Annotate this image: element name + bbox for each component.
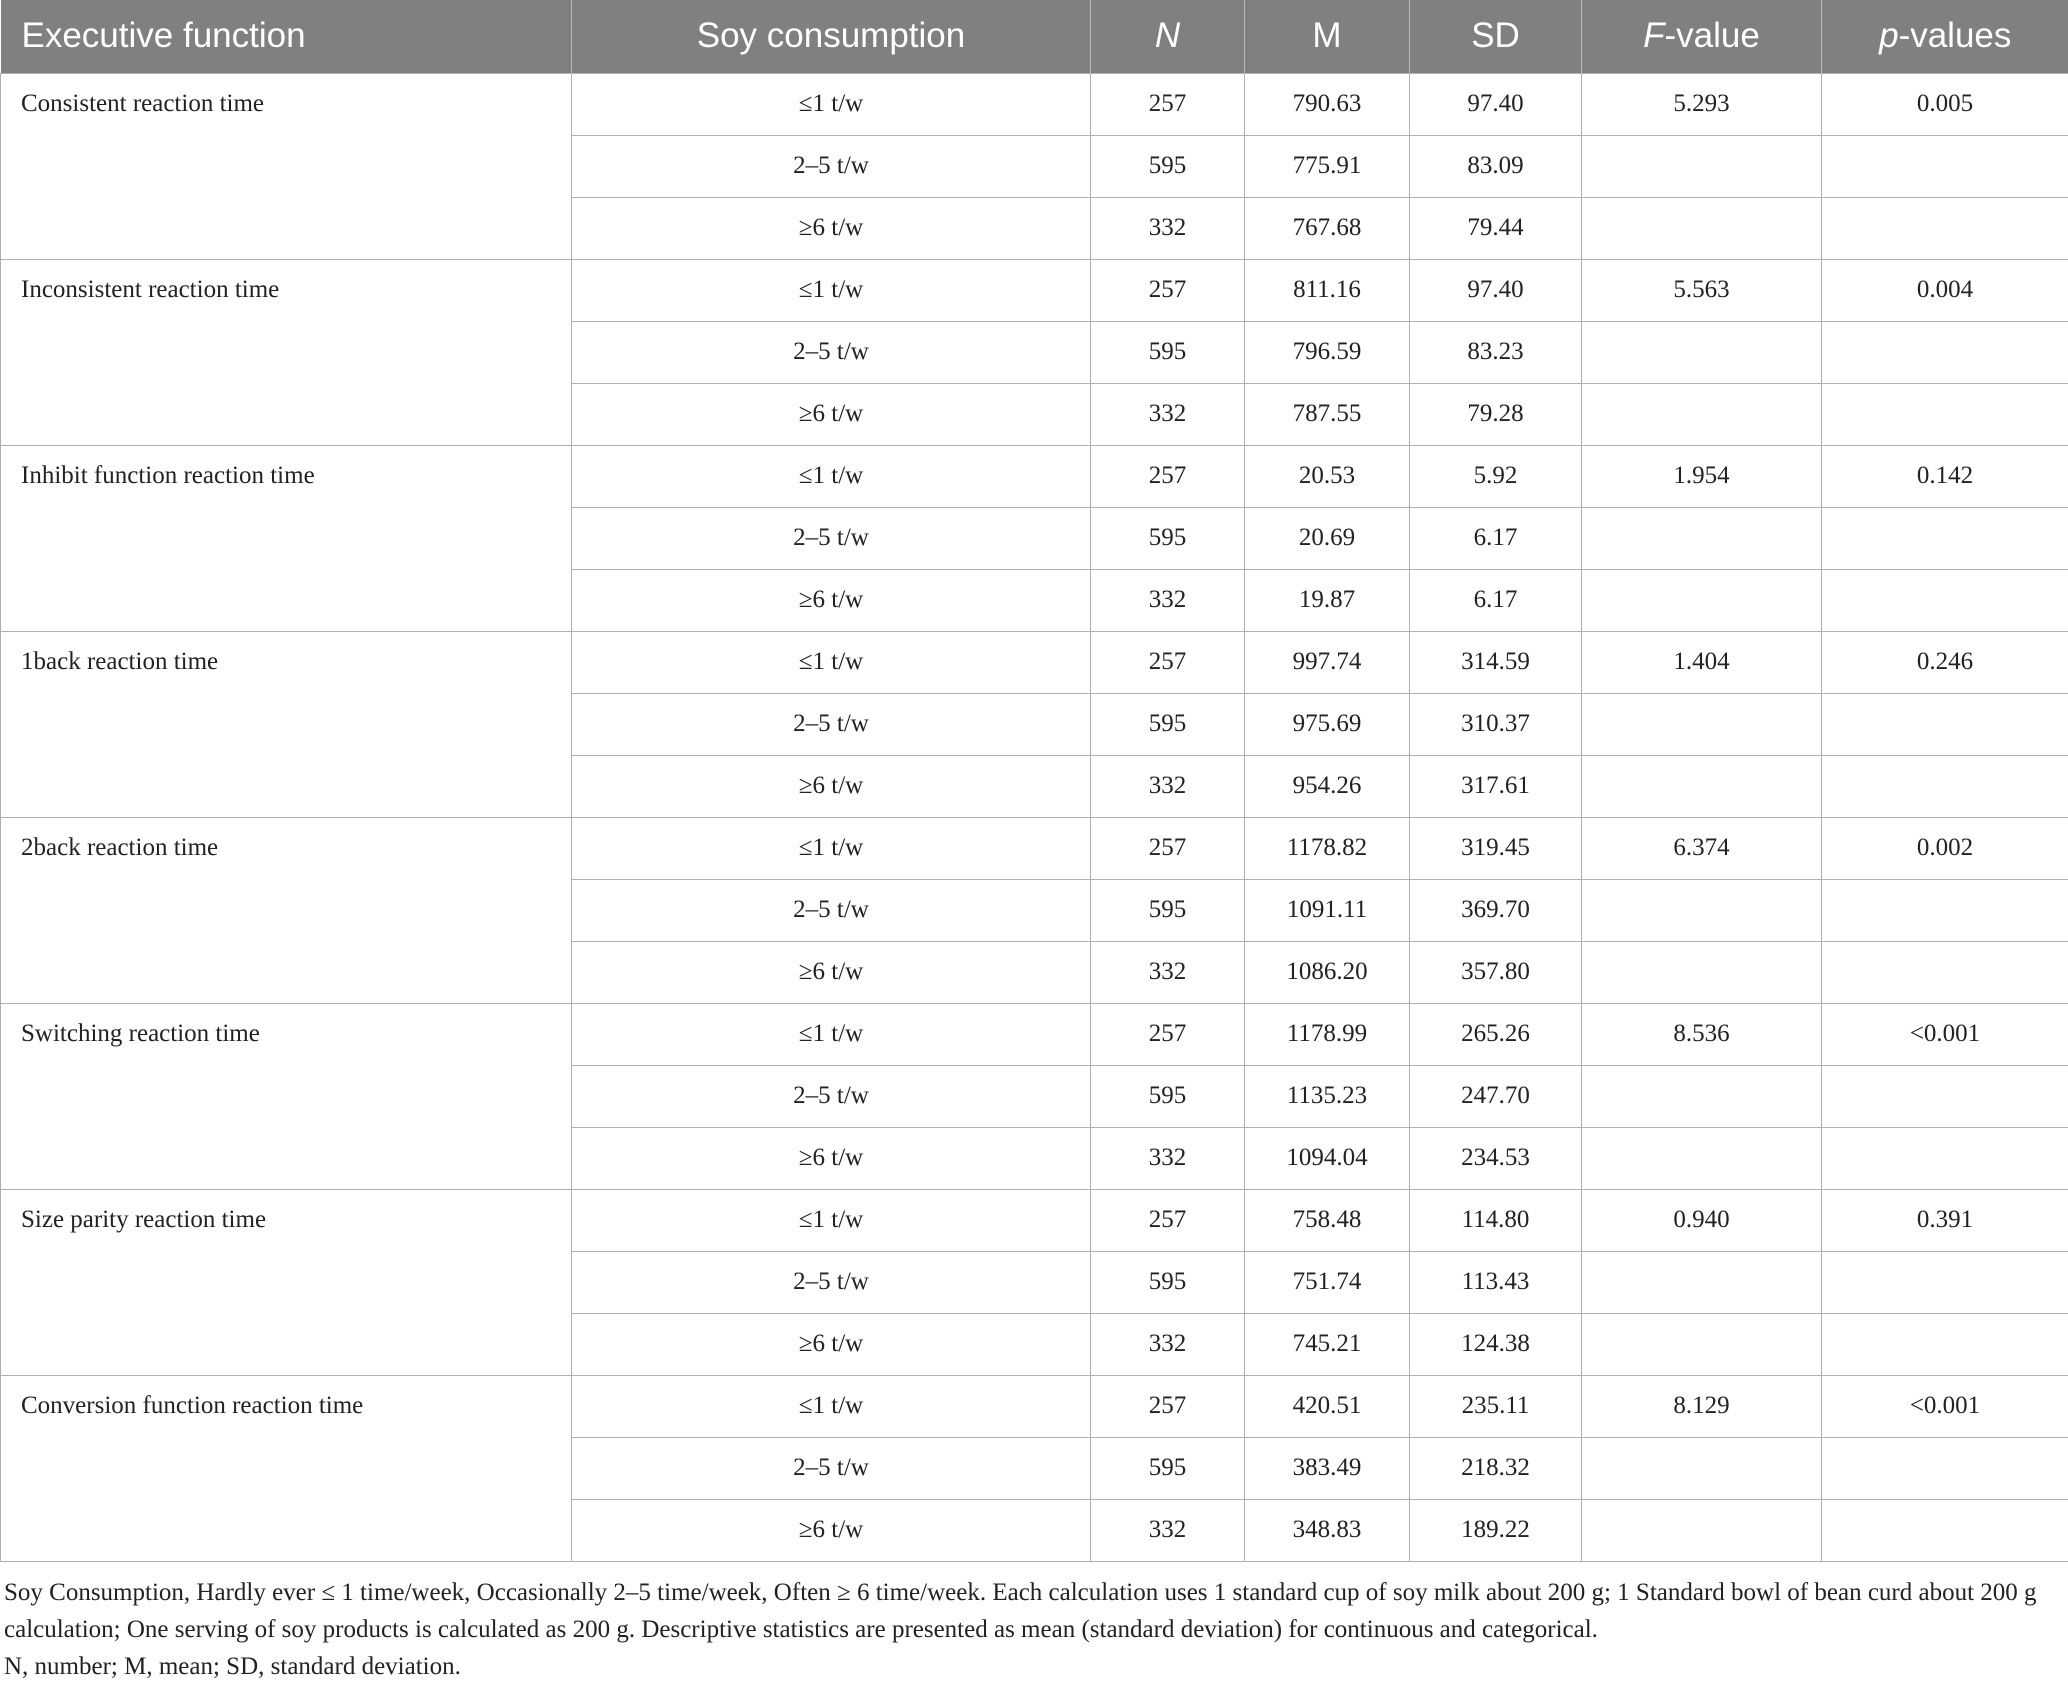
soy-consumption-cell: 2–5 t/w <box>572 507 1091 569</box>
n-cell: 595 <box>1091 1065 1245 1127</box>
table-row <box>1 1375 2068 1437</box>
sd-cell: 218.32 <box>1410 1437 1582 1499</box>
sd-cell: 79.44 <box>1410 197 1582 259</box>
footnote-abbreviations: N, number; M, mean; SD, standard deviation. <box>4 1648 2044 1685</box>
soy-consumption-cell: ≥6 t/w <box>572 197 1091 259</box>
p-value-cell: 0.246 <box>1822 631 2068 693</box>
m-cell: 787.55 <box>1245 383 1410 445</box>
executive-function-cell: Consistent reaction time <box>1 73 572 259</box>
n-cell: 595 <box>1091 507 1245 569</box>
soy-consumption-cell: 2–5 t/w <box>572 135 1091 197</box>
soy-consumption-cell: ≤1 t/w <box>572 1003 1091 1065</box>
f-value-cell: 0.940 <box>1582 1189 1822 1251</box>
p-value-cell <box>1822 197 2068 259</box>
f-value-cell <box>1582 693 1822 755</box>
p-value-cell <box>1822 1065 2068 1127</box>
f-value-cell <box>1582 383 1822 445</box>
sd-cell: 97.40 <box>1410 73 1582 135</box>
f-value-cell <box>1582 197 1822 259</box>
n-cell: 595 <box>1091 321 1245 383</box>
sd-cell: 189.22 <box>1410 1499 1582 1561</box>
p-value-cell <box>1822 507 2068 569</box>
p-value-cell <box>1822 135 2068 197</box>
sd-cell: 79.28 <box>1410 383 1582 445</box>
m-cell: 20.53 <box>1245 445 1410 507</box>
m-cell: 745.21 <box>1245 1313 1410 1375</box>
soy-consumption-cell: ≥6 t/w <box>572 941 1091 1003</box>
m-cell: 775.91 <box>1245 135 1410 197</box>
m-cell: 758.48 <box>1245 1189 1410 1251</box>
sd-cell: 369.70 <box>1410 879 1582 941</box>
n-cell: 595 <box>1091 135 1245 197</box>
table-row <box>1 445 2068 507</box>
p-value-cell: 0.142 <box>1822 445 2068 507</box>
m-cell: 751.74 <box>1245 1251 1410 1313</box>
p-value-cell <box>1822 755 2068 817</box>
sd-cell: 83.23 <box>1410 321 1582 383</box>
n-cell: 595 <box>1091 1251 1245 1313</box>
f-value-cell: 5.563 <box>1582 259 1822 321</box>
p-value-cell <box>1822 693 2068 755</box>
n-cell: 257 <box>1091 817 1245 879</box>
p-value-cell <box>1822 879 2068 941</box>
p-value-cell <box>1822 941 2068 1003</box>
soy-consumption-cell: ≤1 t/w <box>572 259 1091 321</box>
p-value-cell <box>1822 1437 2068 1499</box>
executive-function-cell: Inhibit function reaction time <box>1 445 572 631</box>
n-cell: 595 <box>1091 1437 1245 1499</box>
sd-cell: 319.45 <box>1410 817 1582 879</box>
soy-consumption-cell: ≤1 t/w <box>572 631 1091 693</box>
p-value-cell <box>1822 383 2068 445</box>
soy-consumption-cell: 2–5 t/w <box>572 693 1091 755</box>
m-cell: 1135.23 <box>1245 1065 1410 1127</box>
m-cell: 348.83 <box>1245 1499 1410 1561</box>
sd-cell: 357.80 <box>1410 941 1582 1003</box>
n-cell: 257 <box>1091 631 1245 693</box>
soy-consumption-cell: ≥6 t/w <box>572 755 1091 817</box>
soy-consumption-cell: ≤1 t/w <box>572 445 1091 507</box>
soy-consumption-cell: ≥6 t/w <box>572 1499 1091 1561</box>
soy-consumption-cell: ≥6 t/w <box>572 383 1091 445</box>
f-value-cell <box>1582 941 1822 1003</box>
f-value-cell <box>1582 1499 1822 1561</box>
m-cell: 811.16 <box>1245 259 1410 321</box>
header-f-value <box>1582 0 1822 73</box>
n-cell: 332 <box>1091 1313 1245 1375</box>
f-value-cell <box>1582 1127 1822 1189</box>
soy-consumption-cell: ≥6 t/w <box>572 1313 1091 1375</box>
f-value-cell <box>1582 755 1822 817</box>
executive-function-cell: Size parity reaction time <box>1 1189 572 1375</box>
f-value-cell <box>1582 507 1822 569</box>
header-m: M <box>1245 0 1410 73</box>
p-value-cell: 0.002 <box>1822 817 2068 879</box>
n-cell: 332 <box>1091 755 1245 817</box>
n-cell: 257 <box>1091 445 1245 507</box>
footnote-definitions: Soy Consumption, Hardly ever ≤ 1 time/week, Occasionally 2–5 time/week, Often ≥ 6 time/week. Each calculation uses 1 standard cup of soy milk about 200 g; 1 Standard bowl of bean curd about 200 g calculation; One serving of soy products is calculated as 200 g. Descriptive statistics are presented as mean (standard deviation) for continuous and categorical. <box>4 1574 2044 1648</box>
p-value-cell <box>1822 569 2068 631</box>
table-row <box>1 817 2068 879</box>
table-row <box>1 259 2068 321</box>
p-value-cell: 0.391 <box>1822 1189 2068 1251</box>
table-row <box>1 1003 2068 1065</box>
header-soy-consumption: Soy consumption <box>572 0 1091 73</box>
header-p-values-rest: -values <box>1899 16 2012 55</box>
m-cell: 796.59 <box>1245 321 1410 383</box>
soy-consumption-cell: ≤1 t/w <box>572 73 1091 135</box>
p-value-cell: 0.005 <box>1822 73 2068 135</box>
p-value-cell <box>1822 321 2068 383</box>
soy-consumption-cell: 2–5 t/w <box>572 1437 1091 1499</box>
sd-cell: 5.92 <box>1410 445 1582 507</box>
f-value-cell: 5.293 <box>1582 73 1822 135</box>
f-value-cell: 8.536 <box>1582 1003 1822 1065</box>
header-executive-function: Executive function <box>1 0 572 73</box>
m-cell: 1178.99 <box>1245 1003 1410 1065</box>
sd-cell: 83.09 <box>1410 135 1582 197</box>
sd-cell: 235.11 <box>1410 1375 1582 1437</box>
sd-cell: 317.61 <box>1410 755 1582 817</box>
m-cell: 420.51 <box>1245 1375 1410 1437</box>
table-footnote <box>0 1562 2048 1685</box>
soy-consumption-cell: ≥6 t/w <box>572 569 1091 631</box>
soy-consumption-cell: 2–5 t/w <box>572 1065 1091 1127</box>
soy-consumption-cell: 2–5 t/w <box>572 321 1091 383</box>
f-value-cell: 1.404 <box>1582 631 1822 693</box>
m-cell: 954.26 <box>1245 755 1410 817</box>
f-value-cell: 8.129 <box>1582 1375 1822 1437</box>
header-n: N <box>1091 0 1245 73</box>
executive-function-cell: 2back reaction time <box>1 817 572 1003</box>
executive-function-cell: Conversion function reaction time <box>1 1375 572 1561</box>
f-value-cell <box>1582 135 1822 197</box>
m-cell: 20.69 <box>1245 507 1410 569</box>
soy-consumption-cell: ≤1 t/w <box>572 817 1091 879</box>
sd-cell: 234.53 <box>1410 1127 1582 1189</box>
m-cell: 1178.82 <box>1245 817 1410 879</box>
sd-cell: 265.26 <box>1410 1003 1582 1065</box>
n-cell: 332 <box>1091 1499 1245 1561</box>
m-cell: 975.69 <box>1245 693 1410 755</box>
m-cell: 1086.20 <box>1245 941 1410 1003</box>
soy-consumption-cell: ≤1 t/w <box>572 1189 1091 1251</box>
p-value-cell: <0.001 <box>1822 1375 2068 1437</box>
soy-consumption-cell: 2–5 t/w <box>572 1251 1091 1313</box>
n-cell: 257 <box>1091 1375 1245 1437</box>
n-cell: 332 <box>1091 569 1245 631</box>
table-body <box>1 73 2068 1561</box>
table-header <box>1 0 2068 73</box>
f-value-cell <box>1582 1437 1822 1499</box>
executive-function-cell: 1back reaction time <box>1 631 572 817</box>
f-value-cell <box>1582 321 1822 383</box>
f-value-cell <box>1582 1065 1822 1127</box>
table-row <box>1 631 2068 693</box>
table-row <box>1 73 2068 135</box>
n-cell: 332 <box>1091 197 1245 259</box>
n-cell: 332 <box>1091 941 1245 1003</box>
m-cell: 1094.04 <box>1245 1127 1410 1189</box>
n-cell: 332 <box>1091 1127 1245 1189</box>
sd-cell: 6.17 <box>1410 507 1582 569</box>
n-cell: 257 <box>1091 1189 1245 1251</box>
n-cell: 595 <box>1091 879 1245 941</box>
f-value-cell: 6.374 <box>1582 817 1822 879</box>
soy-consumption-cell: 2–5 t/w <box>572 879 1091 941</box>
m-cell: 383.49 <box>1245 1437 1410 1499</box>
p-value-cell <box>1822 1499 2068 1561</box>
sd-cell: 314.59 <box>1410 631 1582 693</box>
m-cell: 997.74 <box>1245 631 1410 693</box>
n-cell: 257 <box>1091 73 1245 135</box>
sd-cell: 97.40 <box>1410 259 1582 321</box>
p-value-cell: <0.001 <box>1822 1003 2068 1065</box>
executive-function-cell: Inconsistent reaction time <box>1 259 572 445</box>
m-cell: 790.63 <box>1245 73 1410 135</box>
f-value-cell: 1.954 <box>1582 445 1822 507</box>
header-row <box>1 0 2068 73</box>
sd-cell: 6.17 <box>1410 569 1582 631</box>
header-p-values <box>1822 0 2068 73</box>
n-cell: 332 <box>1091 383 1245 445</box>
header-sd: SD <box>1410 0 1582 73</box>
f-value-cell <box>1582 569 1822 631</box>
n-cell: 595 <box>1091 693 1245 755</box>
sd-cell: 114.80 <box>1410 1189 1582 1251</box>
soy-consumption-cell: ≤1 t/w <box>572 1375 1091 1437</box>
n-cell: 257 <box>1091 1003 1245 1065</box>
header-f-value-rest: -value <box>1665 16 1760 55</box>
m-cell: 1091.11 <box>1245 879 1410 941</box>
sd-cell: 247.70 <box>1410 1065 1582 1127</box>
m-cell: 767.68 <box>1245 197 1410 259</box>
sd-cell: 124.38 <box>1410 1313 1582 1375</box>
sd-cell: 113.43 <box>1410 1251 1582 1313</box>
p-value-cell <box>1822 1313 2068 1375</box>
header-p-values-italic: p <box>1879 16 1898 55</box>
f-value-cell <box>1582 879 1822 941</box>
f-value-cell <box>1582 1313 1822 1375</box>
executive-function-cell: Switching reaction time <box>1 1003 572 1189</box>
soy-consumption-cell: ≥6 t/w <box>572 1127 1091 1189</box>
table-row <box>1 1189 2068 1251</box>
n-cell: 257 <box>1091 259 1245 321</box>
p-value-cell: 0.004 <box>1822 259 2068 321</box>
f-value-cell <box>1582 1251 1822 1313</box>
p-value-cell <box>1822 1251 2068 1313</box>
sd-cell: 310.37 <box>1410 693 1582 755</box>
m-cell: 19.87 <box>1245 569 1410 631</box>
p-value-cell <box>1822 1127 2068 1189</box>
header-f-value-italic: F <box>1643 16 1664 55</box>
